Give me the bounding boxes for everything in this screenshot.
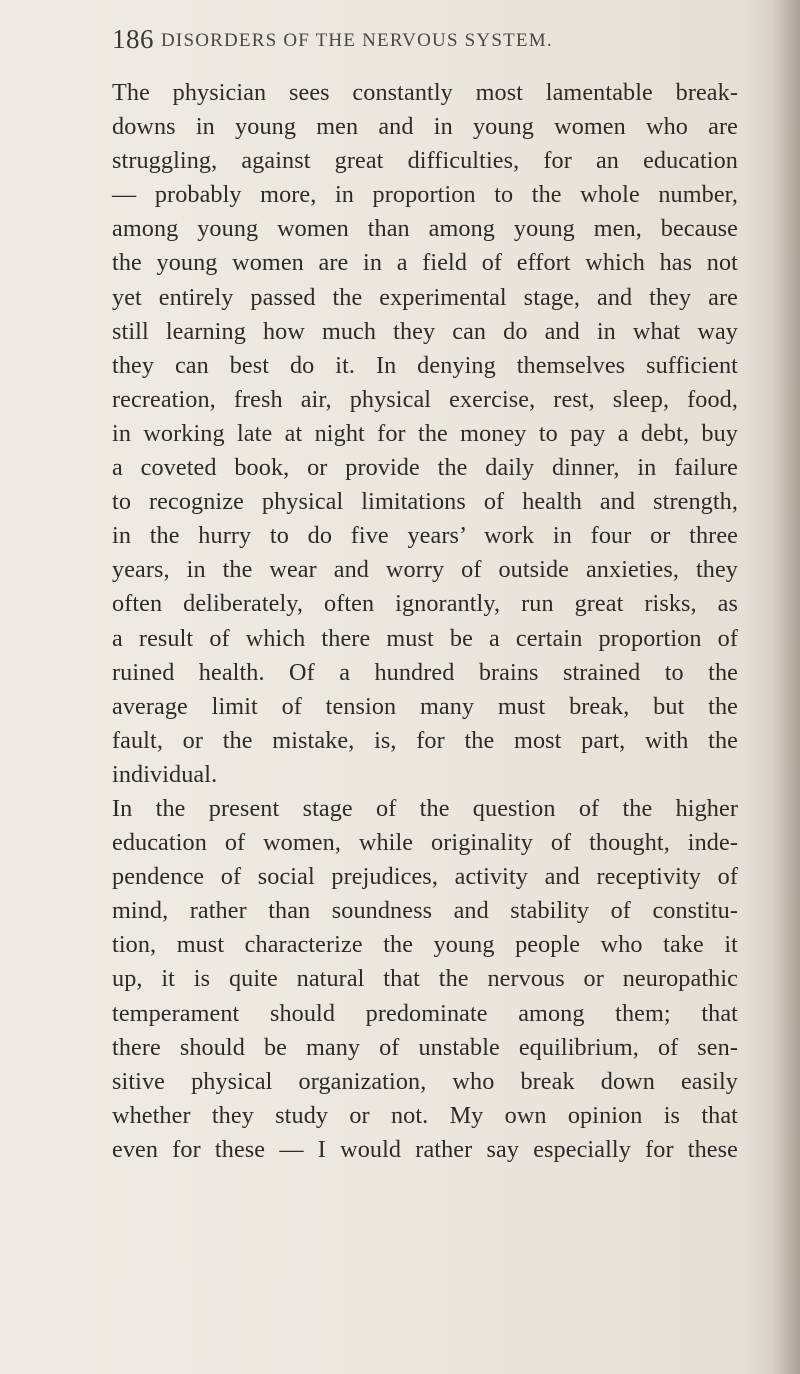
- text-line: ruined health. Of a hundred brains strained to the: [112, 658, 738, 686]
- text-line: education of women, while originality of thought, inde-: [112, 829, 738, 857]
- text-line: a result of which there must be a certain proportion of: [112, 624, 738, 652]
- running-head: DISORDERS OF THE NERVOUS SYSTEM.: [161, 30, 553, 51]
- text-line: In the present stage of the question of the higher: [112, 794, 738, 822]
- page-number: 186: [112, 24, 154, 54]
- text-line: in working late at night for the money to pay a debt, buy: [112, 419, 738, 447]
- text-line: still learning how much they can do and in what way: [112, 317, 738, 345]
- text-line: sitive physical organization, who break down easily: [112, 1067, 738, 1095]
- text-line: — probably more, in proportion to the whole number,: [112, 181, 738, 209]
- text-line: The physician sees constantly most lamentable break-: [112, 79, 738, 106]
- text-line: they can best do it. In denying themselves sufficient: [112, 351, 738, 379]
- text-line: in the hurry to do five years’ work in four or three: [112, 522, 738, 550]
- page-edge-shadow: [772, 0, 800, 1374]
- text-line: downs in young men and in young women who are: [112, 113, 738, 141]
- text-line: yet entirely passed the experimental stage, and they are: [112, 283, 738, 311]
- text-line: tion, must characterize the young people who take it: [112, 931, 738, 959]
- text-line: even for these — I would rather say especially for these: [112, 1135, 738, 1163]
- text-line: to recognize physical limitations of health and strength,: [112, 488, 738, 516]
- text-line: individual.: [112, 760, 218, 788]
- text-line: fault, or the mistake, is, for the most part, with the: [112, 726, 738, 754]
- text-line: struggling, against great difficulties, for an education: [112, 147, 738, 175]
- text-line: there should be many of unstable equilibrium, of sen-: [112, 1033, 738, 1061]
- text-line: up, it is quite natural that the nervous or neuropathic: [112, 965, 738, 993]
- text-line: years, in the wear and worry of outside anxieties, they: [112, 556, 738, 584]
- text-line: average limit of tension many must break, but the: [112, 692, 738, 720]
- text-line: recreation, fresh air, physical exercise, rest, sleep, food,: [112, 385, 738, 413]
- text-line: among young women than among young men, because: [112, 215, 738, 243]
- text-line: a coveted book, or provide the daily dinner, in failure: [112, 454, 738, 482]
- page-header: [112, 22, 732, 64]
- text-line: the young women are in a field of effort which has not: [112, 249, 738, 277]
- text-line: whether they study or not. My own opinion is that: [112, 1101, 738, 1129]
- text-line: pendence of social prejudices, activity and receptivity of: [112, 863, 738, 891]
- body-text: [112, 76, 738, 1167]
- text-line: temperament should predominate among them; that: [112, 999, 738, 1027]
- text-line: mind, rather than soundness and stability of constitu-: [112, 897, 738, 925]
- text-line: often deliberately, often ignorantly, run great risks, as: [112, 590, 738, 618]
